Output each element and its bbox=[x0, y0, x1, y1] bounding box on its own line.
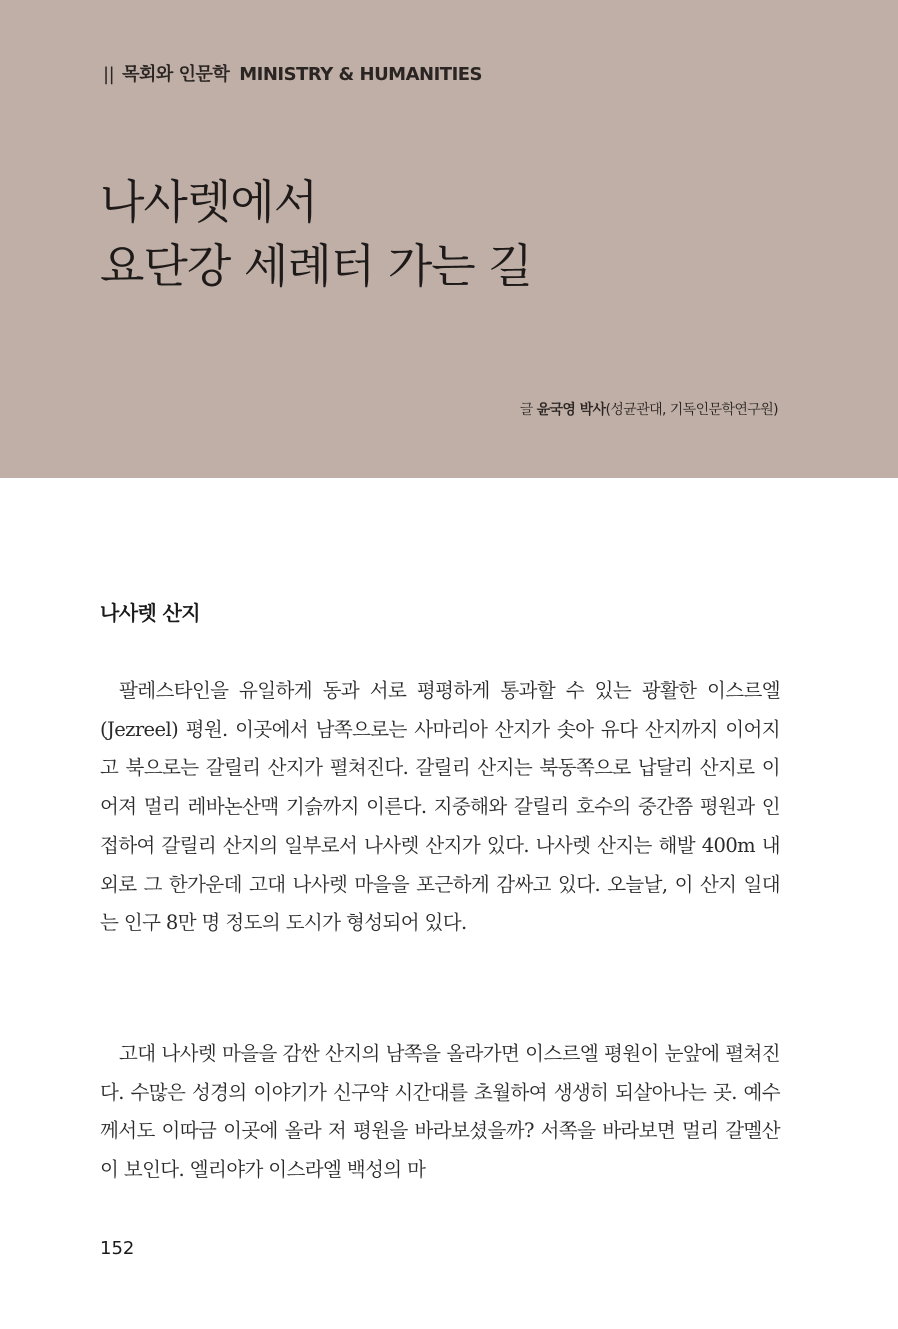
section-label-korean: 목회와 인문학 bbox=[122, 64, 230, 85]
section-subheading: 나사렛 산지 bbox=[100, 601, 200, 625]
section-label bbox=[103, 60, 482, 86]
section-bars: || bbox=[103, 64, 115, 85]
title-line-1: 나사렛에서 bbox=[100, 175, 318, 229]
header-banner bbox=[0, 0, 898, 478]
byline bbox=[520, 399, 778, 419]
title-line-2: 요단강 세례터 가는 길 bbox=[100, 239, 532, 293]
section-label-english: MINISTRY & HUMANITIES bbox=[239, 64, 483, 85]
byline-prefix: 글 bbox=[519, 402, 533, 418]
page-title bbox=[100, 170, 532, 298]
author-affiliation: (성균관대, 기독인문학연구원) bbox=[605, 402, 778, 418]
body-paragraph-1: 팔레스타인을 유일하게 동과 서로 평평하게 통과할 수 있는 광활한 이스르엘(Jezreel) 평원. 이곳에서 남쪽으로는 사마리아 산지가 솟아 유다 산지까지 이어지고 북으로는 갈릴리 산지가 펼쳐진다. 갈릴리 산지는 북동쪽으로 납달리 산지로 이어져 멀리 레바논산맥 기슭까지 이른다. 지중해와 갈릴리 호수의 중간쯤 평원과 인접하여 갈릴리 산지의 일부로서 나사렛 산지가 있다. 나사렛 산지는 해발 400m 내외로 그 한가운데 고대 나사렛 마을을 포근하게 감싸고 있다. 오늘날, 이 산지 일대는 인구 8만 명 정도의 도시가 형성되어 있다. bbox=[100, 679, 780, 935]
page-number: 152 bbox=[100, 1238, 135, 1259]
body-paragraph-2: 고대 나사렛 마을을 감싼 산지의 남쪽을 올라가면 이스르엘 평원이 눈앞에 펼쳐진다. 수많은 성경의 이야기가 신구약 시간대를 초월하여 생생히 되살아나는 곳. 예수께서도 이따금 이곳에 올라 저 평원을 바라보셨을까? 서쪽을 바라보면 멀리 갈멜산이 보인다. 엘리야가 이스라엘 백성의 마 bbox=[100, 1042, 780, 1182]
author-name: 윤국영 박사 bbox=[536, 402, 606, 418]
